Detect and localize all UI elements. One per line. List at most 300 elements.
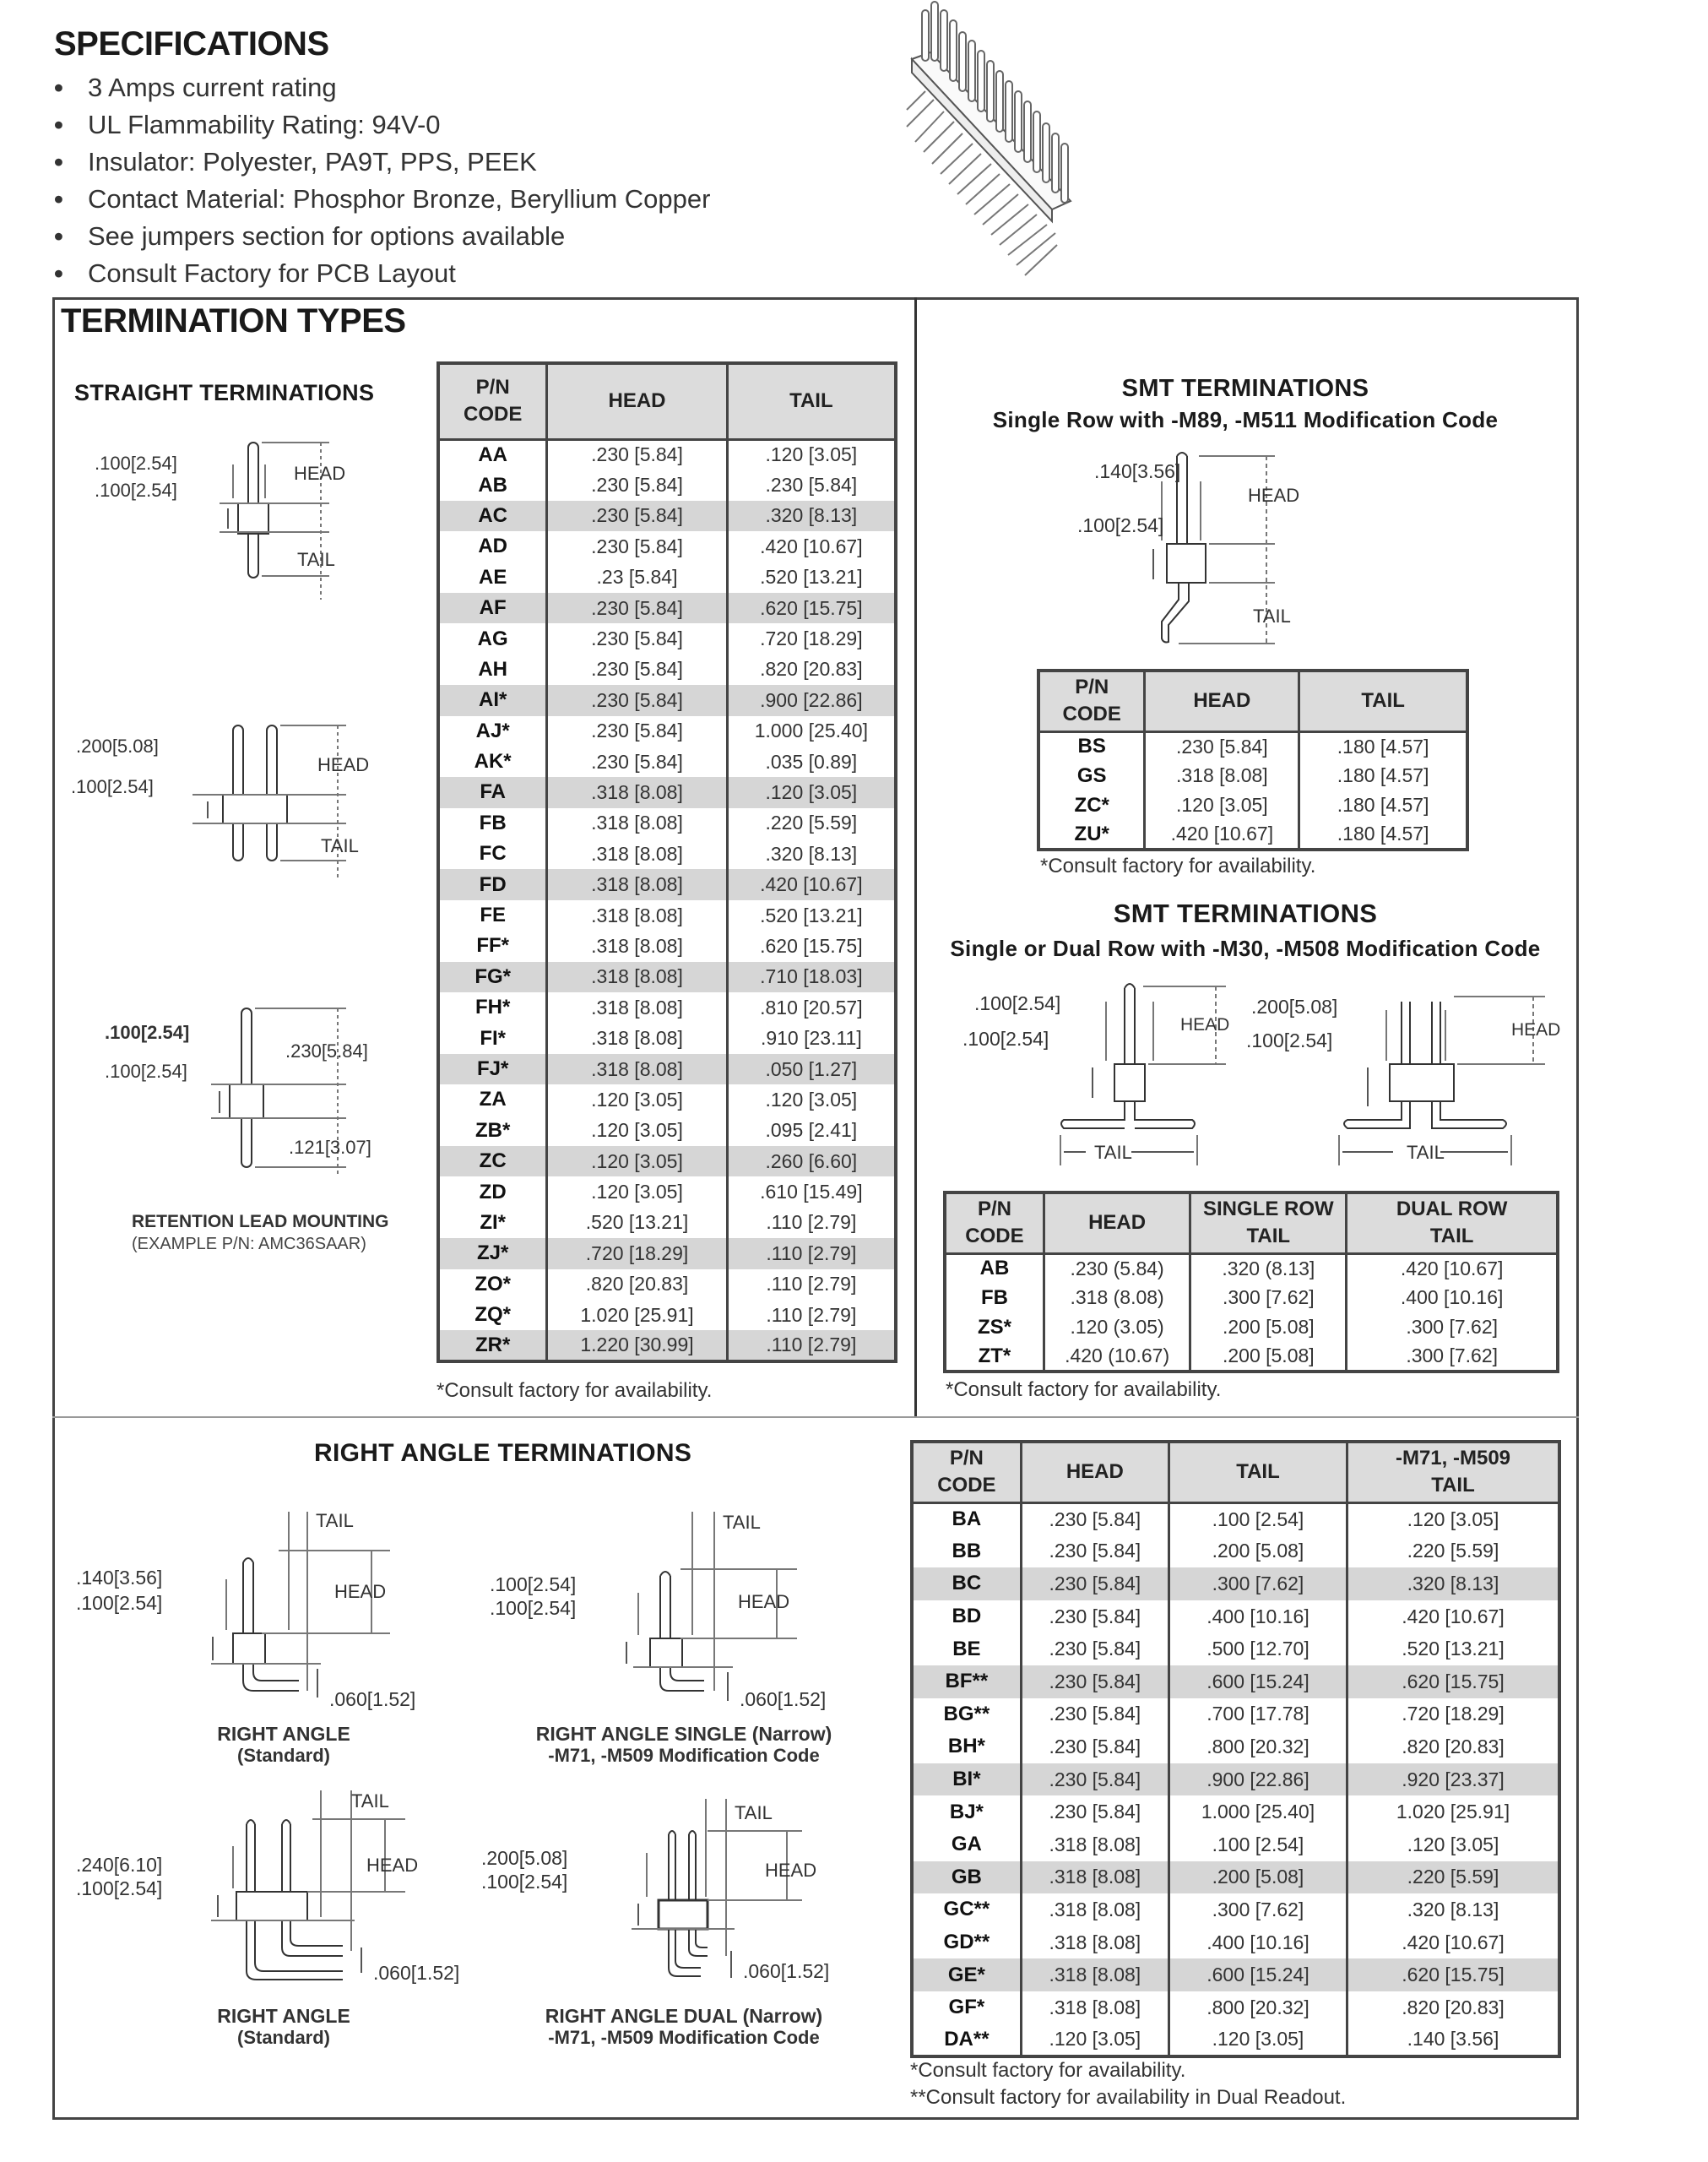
dim-pitch-label: .200[5.08]	[1251, 996, 1338, 1018]
section-divider-horizontal	[52, 1416, 1579, 1418]
straight-terminations-title: STRAIGHT TERMINATIONS	[74, 380, 375, 405]
head-cell: .318 [8.08]	[1021, 1861, 1168, 1894]
pn-code-cell: GE*	[912, 1958, 1021, 1991]
head-cell: .318 (8.08)	[1044, 1283, 1190, 1312]
dim-insulator-label: .100[2.54]	[71, 776, 154, 797]
pn-code-cell: FI*	[438, 1023, 547, 1053]
pn-code-cell: BG**	[912, 1698, 1021, 1731]
table-row	[438, 1176, 896, 1207]
head-cell: .120 (3.05)	[1044, 1312, 1190, 1342]
pn-code-cell: ZC	[438, 1146, 547, 1176]
head-cell: 1.020 [25.91]	[547, 1300, 727, 1330]
spec-item-text: UL Flammability Rating: 94V-0	[88, 110, 441, 139]
right-angle-single-narrow-caption: RIGHT ANGLE SINGLE (Narrow)	[535, 1723, 832, 1745]
tail-label: TAIL	[1407, 1142, 1445, 1163]
head-cell: .230 [5.84]	[547, 655, 727, 685]
right-angle-dual-narrow-caption: RIGHT ANGLE DUAL (Narrow)	[545, 2005, 823, 2027]
table-row	[912, 1861, 1559, 1894]
table-row	[912, 1535, 1559, 1568]
table-row	[438, 777, 896, 807]
tail-cell: .035 [0.89]	[765, 750, 858, 773]
table-row	[438, 992, 896, 1023]
spec-item-text: Insulator: Polyester, PA9T, PPS, PEEK	[88, 147, 537, 177]
right-angle-title: RIGHT ANGLE TERMINATIONS	[314, 1439, 692, 1467]
pn-code-cell: GA	[912, 1828, 1021, 1861]
spec-item-text: Contact Material: Phosphor Bronze, Beryllium Copper	[88, 184, 711, 214]
tail-label: TAIL	[351, 1790, 389, 1812]
header-head: HEAD	[1021, 1442, 1168, 1502]
table-row	[945, 1342, 1558, 1372]
head-cell: .318 [8.08]	[547, 1054, 727, 1084]
pn-code-cell: BA	[912, 1502, 1021, 1535]
head-cell: .120 [3.05]	[547, 1146, 727, 1176]
table-row	[438, 1116, 896, 1146]
pn-code-cell: ZR*	[438, 1330, 547, 1361]
dual-tail-cell: .420 [10.67]	[1400, 1257, 1504, 1279]
right-angle-standard-dual-caption: RIGHT ANGLE	[217, 2005, 350, 2027]
head-cell: .318 [8.08]	[547, 931, 727, 961]
head-label: HEAD	[366, 1855, 419, 1876]
head-cell: .120 [3.05]	[1021, 2024, 1168, 2057]
pn-code-cell: ZT*	[945, 1342, 1044, 1372]
pn-code-cell: DA**	[912, 2024, 1021, 2057]
table-row	[1038, 790, 1467, 820]
table-row	[438, 1330, 896, 1361]
pn-code-cell: AE	[438, 562, 547, 593]
mod-tail-cell: .520 [13.21]	[1402, 1638, 1505, 1660]
tail-dimension-label: .121[3.07]	[289, 1137, 371, 1158]
spec-item	[54, 144, 710, 181]
tail-cell: .300 [7.62]	[1168, 1893, 1347, 1926]
tail-cell: .720 [18.29]	[760, 627, 863, 650]
header-tail: TAIL	[1168, 1442, 1347, 1502]
tail-label: TAIL	[735, 1802, 773, 1823]
tail-cell: .620 [15.75]	[727, 593, 896, 623]
head-cell: .230 [5.84]	[547, 439, 727, 470]
mod-tail-cell: .720 [18.29]	[1402, 1703, 1505, 1725]
header-pn-code: P/N CODE	[1038, 671, 1145, 731]
table-row	[912, 1893, 1559, 1926]
tail-cell: .900 [22.86]	[727, 685, 896, 715]
pn-code-cell: ZB*	[438, 1116, 547, 1146]
pn-code-cell: AB	[438, 470, 547, 500]
mod-tail-cell: .220 [5.59]	[1347, 1861, 1560, 1894]
head-label: HEAD	[1511, 1020, 1561, 1040]
head-label: HEAD	[1248, 485, 1300, 506]
retention-lead-example: (EXAMPLE P/N: AMC36SAAR)	[132, 1235, 366, 1253]
header-tail: TAIL	[1299, 671, 1467, 731]
head-cell: .230 [5.84]	[547, 685, 727, 715]
head-cell: .230 [5.84]	[1021, 1600, 1168, 1633]
pn-code-cell: GD**	[912, 1926, 1021, 1959]
table-row	[912, 1698, 1559, 1731]
table-row	[438, 623, 896, 654]
mod-tail-cell: .120 [3.05]	[1407, 1833, 1499, 1855]
table-row	[438, 839, 896, 869]
mod-tail-cell: .820 [20.83]	[1402, 1735, 1505, 1757]
dim-insulator-label: .100[2.54]	[105, 1061, 187, 1082]
tail-cell: .800 [20.32]	[1168, 1730, 1347, 1763]
tail-cell: .500 [12.70]	[1168, 1632, 1347, 1665]
table-row	[438, 900, 896, 931]
retention-lead-caption: RETENTION LEAD MOUNTING	[132, 1212, 389, 1231]
tail-label: TAIL	[1094, 1142, 1132, 1163]
head-cell: .230 [5.84]	[547, 747, 727, 777]
head-cell: .230 [5.84]	[1021, 1795, 1168, 1828]
mod-tail-cell: 1.020 [25.91]	[1396, 1801, 1510, 1823]
table-row	[438, 1269, 896, 1300]
tail-cell: .120 [3.05]	[765, 1088, 858, 1111]
dim-insulator-label: .100[2.54]	[1246, 1029, 1333, 1051]
dim-insulator-label: .100[2.54]	[1077, 514, 1164, 536]
right-angle-footnote-1: *Consult factory for availability.	[910, 2059, 1186, 2082]
pn-code-cell: AJ*	[438, 716, 547, 747]
head-cell: 1.220 [30.99]	[547, 1330, 727, 1361]
right-angle-footnote-2: **Consult factory for availability in Dual Readout.	[910, 2086, 1347, 2109]
table-row	[438, 562, 896, 593]
pn-code-cell: ZC*	[1038, 790, 1145, 820]
head-cell: .318 [8.08]	[547, 839, 727, 869]
head-cell: .520 [13.21]	[547, 1208, 727, 1238]
head-cell: .230 [5.84]	[1021, 1632, 1168, 1665]
tail-label: TAIL	[316, 1510, 354, 1531]
dual-tail-cell: .300 [7.62]	[1406, 1316, 1499, 1338]
table-row	[912, 1795, 1559, 1828]
pn-code-cell: AA	[438, 439, 547, 470]
table-row	[438, 501, 896, 531]
head-label: HEAD	[765, 1860, 817, 1881]
tail-cell: .710 [18.03]	[727, 962, 896, 992]
tail-cell: .120 [3.05]	[765, 443, 858, 466]
table-row	[438, 593, 896, 623]
head-cell: .230 [5.84]	[1021, 1567, 1168, 1600]
straight-single-pin-drawing	[84, 431, 422, 625]
tail-cell: .420 [10.67]	[727, 869, 896, 899]
dim-insulator-label: .100[2.54]	[95, 480, 177, 501]
pn-code-cell: AG	[438, 623, 547, 654]
head-label: HEAD	[738, 1591, 790, 1612]
dim-insulator-label: .100[2.54]	[76, 1592, 163, 1614]
table-row	[438, 1023, 896, 1053]
right-angle-dual-narrow-subcaption: -M71, -M509 Modification Code	[548, 2027, 820, 2048]
pn-code-cell: AI*	[438, 685, 547, 715]
pn-code-cell: ZS*	[945, 1312, 1044, 1342]
head-cell: .230 [5.84]	[547, 531, 727, 562]
head-cell: .230 [5.84]	[547, 501, 727, 531]
pn-code-cell: AK*	[438, 747, 547, 777]
table-row	[438, 716, 896, 747]
tail-cell: .180 [4.57]	[1337, 823, 1429, 845]
table-row	[438, 531, 896, 562]
pn-code-cell: AF	[438, 593, 547, 623]
spec-item	[54, 69, 710, 106]
tail-label: TAIL	[321, 835, 359, 856]
table-row	[438, 962, 896, 992]
smt-dual-row-drawing	[1233, 980, 1570, 1174]
head-cell: .230 [5.84]	[1145, 731, 1299, 761]
pn-code-cell: AC	[438, 501, 547, 531]
pn-code-cell: ZJ*	[438, 1238, 547, 1268]
head-cell: .230 [5.84]	[547, 716, 727, 747]
header-pn-code: P/N CODE	[945, 1192, 1044, 1253]
tail-cell: .180 [4.57]	[1337, 764, 1429, 786]
spec-item-text: Consult Factory for PCB Layout	[88, 258, 456, 288]
single-tail-cell: .300 [7.62]	[1190, 1283, 1347, 1312]
head-cell: .230 [5.84]	[547, 470, 727, 500]
bullet-icon: •	[54, 110, 63, 139]
table-row	[945, 1283, 1558, 1312]
bullet-icon: •	[54, 258, 63, 288]
table-row	[945, 1253, 1558, 1283]
dim-insulator-label: .100[2.54]	[490, 1597, 577, 1619]
table-row	[912, 1991, 1559, 2024]
tail-cell: .110 [2.79]	[766, 1211, 857, 1234]
tail-cell: .200 [5.08]	[1168, 1535, 1347, 1568]
table-row	[912, 1958, 1559, 1991]
specifications-title: SPECIFICATIONS	[54, 25, 329, 62]
offset-label: .060[1.52]	[743, 1960, 830, 1982]
table-row	[438, 1300, 896, 1330]
tail-cell: .420 [10.67]	[760, 535, 863, 557]
tail-cell: .200 [5.08]	[1168, 1861, 1347, 1894]
spec-item	[54, 218, 710, 255]
header-pn-code: P/N CODE	[438, 363, 547, 439]
pn-code-cell: ZO*	[438, 1269, 547, 1300]
table-row	[912, 1730, 1559, 1763]
pn-code-cell: BS	[1038, 731, 1145, 761]
head-cell: .230 [5.84]	[1021, 1502, 1168, 1535]
table-row	[912, 1632, 1559, 1665]
bullet-icon: •	[54, 184, 63, 214]
retention-lead-drawing	[93, 997, 431, 1174]
pn-code-cell: AH	[438, 655, 547, 685]
table-row	[438, 808, 896, 839]
head-cell: .420 (10.67)	[1044, 1342, 1190, 1372]
mod-tail-cell: .140 [3.56]	[1407, 2028, 1499, 2051]
mod-tail-cell: .620 [15.75]	[1347, 1958, 1560, 1991]
smt-single-subtitle: Single Row with -M89, -M511 Modification Code	[992, 407, 1499, 432]
dim-pitch-label: .100[2.54]	[105, 1022, 190, 1043]
header-head: HEAD	[1044, 1192, 1190, 1253]
spec-item	[54, 106, 710, 144]
smt-single-table-body	[1038, 731, 1467, 850]
tail-cell: 1.000 [25.40]	[1168, 1795, 1347, 1828]
tail-cell: .100 [2.54]	[1168, 1502, 1347, 1535]
head-label: HEAD	[334, 1581, 387, 1602]
head-cell: .318 [8.08]	[1021, 1926, 1168, 1959]
pn-code-cell: GC**	[912, 1893, 1021, 1926]
tail-cell: .120 [3.05]	[1168, 2024, 1347, 2057]
head-cell: .318 [8.08]	[1145, 761, 1299, 790]
tail-cell: .400 [10.16]	[1168, 1926, 1347, 1959]
right-angle-standard-dual-drawing	[68, 1782, 507, 1985]
tail-cell: .260 [6.60]	[727, 1146, 896, 1176]
head-label: HEAD	[294, 463, 346, 484]
table-row	[438, 931, 896, 961]
tail-cell: .100 [2.54]	[1168, 1828, 1347, 1861]
tail-cell: .180 [4.57]	[1337, 794, 1429, 816]
tail-cell: .600 [15.24]	[1168, 1665, 1347, 1698]
bullet-icon: •	[54, 221, 63, 251]
head-cell: .318 [8.08]	[547, 869, 727, 899]
termination-types-title: TERMINATION TYPES	[61, 302, 406, 340]
tail-cell: .230 [5.84]	[765, 474, 858, 497]
pn-code-cell: ZA	[438, 1084, 547, 1115]
spec-item-text: See jumpers section for options available	[88, 221, 566, 251]
head-label: HEAD	[1180, 1015, 1230, 1035]
tail-cell: .700 [17.78]	[1168, 1698, 1347, 1731]
dim-pitch-label: .140[3.56]	[1094, 460, 1181, 482]
table-row	[912, 1502, 1559, 1535]
head-cell: .820 [20.83]	[547, 1269, 727, 1300]
mod-tail-cell: .120 [3.05]	[1407, 1507, 1499, 1530]
tail-cell: .180 [4.57]	[1337, 735, 1429, 758]
tail-cell: 1.000 [25.40]	[754, 720, 868, 742]
table-row	[438, 470, 896, 500]
dim-pitch-label: .100[2.54]	[490, 1573, 577, 1595]
pin-header-illustration	[878, 0, 1233, 279]
mod-tail-cell: .620 [15.75]	[1347, 1665, 1560, 1698]
dim-insulator-label: .100[2.54]	[76, 1877, 163, 1899]
right-angle-standard-subcaption: (Standard)	[237, 1745, 330, 1766]
head-cell: .230 (5.84)	[1044, 1253, 1190, 1283]
header-tail: TAIL	[727, 363, 896, 439]
pn-code-cell: BC	[912, 1567, 1021, 1600]
head-cell: .230 [5.84]	[1021, 1698, 1168, 1731]
head-cell: .318 [8.08]	[1021, 1893, 1168, 1926]
pn-code-cell: FF*	[438, 931, 547, 961]
right-angle-standard-caption: RIGHT ANGLE	[217, 1723, 350, 1745]
header-single-row-tail: SINGLE ROW TAIL	[1190, 1192, 1347, 1253]
mod-tail-cell: .920 [23.37]	[1347, 1763, 1560, 1796]
pn-code-cell: FD	[438, 869, 547, 899]
right-angle-dual-narrow-drawing	[481, 1782, 912, 1985]
pn-code-cell: ZQ*	[438, 1300, 547, 1330]
pn-code-cell: BF**	[912, 1665, 1021, 1698]
table-row	[1038, 731, 1467, 761]
single-tail-cell: .320 (8.13]	[1190, 1253, 1347, 1283]
pn-code-cell: FH*	[438, 992, 547, 1023]
tail-cell: .620 [15.75]	[760, 934, 863, 957]
pn-code-cell: AB	[945, 1253, 1044, 1283]
bullet-icon: •	[54, 73, 63, 102]
table-row	[912, 1763, 1559, 1796]
smt-dual-footnote: *Consult factory for availability.	[946, 1378, 1222, 1401]
header-mod-tail: -M71, -M509 TAIL	[1347, 1442, 1560, 1502]
table-row	[438, 869, 896, 899]
dual-tail-cell: .400 [10.16]	[1400, 1286, 1504, 1308]
tail-cell: .810 [20.57]	[760, 996, 863, 1019]
smt-single-row-drawing	[937, 980, 1241, 1174]
header-head: HEAD	[547, 363, 727, 439]
smt-single-drawing	[1013, 448, 1351, 659]
tail-cell: .600 [15.24]	[1168, 1958, 1347, 1991]
dim-pitch-label: .140[3.56]	[76, 1567, 163, 1589]
head-cell: .318 [8.08]	[547, 962, 727, 992]
header-pn-code: P/N CODE	[912, 1442, 1021, 1502]
table-row	[438, 685, 896, 715]
tail-label: TAIL	[723, 1512, 761, 1533]
table-row	[912, 1567, 1559, 1600]
head-cell: .318 [8.08]	[547, 777, 727, 807]
head-cell: .120 [3.05]	[547, 1176, 727, 1207]
table-row	[912, 1828, 1559, 1861]
tail-cell: .110 [2.79]	[727, 1330, 896, 1361]
table-row	[912, 1926, 1559, 1959]
pn-code-cell: FA	[438, 777, 547, 807]
dim-pitch-label: .200[5.08]	[481, 1847, 568, 1869]
pn-code-cell: FG*	[438, 962, 547, 992]
table-row	[912, 1665, 1559, 1698]
smt-single-table	[1037, 669, 1469, 851]
dim-pitch-label: .100[2.54]	[95, 453, 177, 474]
head-cell: .318 [8.08]	[1021, 1828, 1168, 1861]
straight-footnote: *Consult factory for availability.	[436, 1379, 713, 1402]
table-row	[438, 439, 896, 470]
tail-cell: .820 [20.83]	[760, 658, 863, 681]
pn-code-cell: ZI*	[438, 1208, 547, 1238]
offset-label: .060[1.52]	[329, 1688, 416, 1710]
right-angle-single-narrow-subcaption: -M71, -M509 Modification Code	[548, 1745, 820, 1766]
smt-dual-title: SMT TERMINATIONS	[1113, 899, 1378, 928]
pn-code-cell: GB	[912, 1861, 1021, 1894]
head-cell: .318 [8.08]	[547, 992, 727, 1023]
right-angle-standard-dual-subcaption: (Standard)	[237, 2027, 330, 2048]
head-cell: .120 [3.05]	[1145, 790, 1299, 820]
straight-table-body	[438, 439, 896, 1361]
mod-tail-cell: .320 [8.13]	[1347, 1567, 1560, 1600]
head-cell: .120 [3.05]	[547, 1084, 727, 1115]
head-cell: .720 [18.29]	[547, 1238, 727, 1268]
table-row	[438, 1084, 896, 1115]
straight-dual-pin-drawing	[68, 714, 422, 883]
right-angle-table-body	[912, 1502, 1559, 2056]
head-cell: .230 [5.84]	[547, 593, 727, 623]
head-cell: .318 [8.08]	[547, 900, 727, 931]
head-cell: .230 [5.84]	[1021, 1730, 1168, 1763]
head-cell: .318 [8.08]	[1021, 1958, 1168, 1991]
table-row	[438, 655, 896, 685]
tail-cell: .110 [2.79]	[727, 1238, 896, 1268]
pn-code-cell: FC	[438, 839, 547, 869]
smt-dual-table	[943, 1191, 1559, 1373]
head-cell: .318 [8.08]	[547, 808, 727, 839]
table-row	[438, 747, 896, 777]
pn-code-cell: BD	[912, 1600, 1021, 1633]
table-row	[912, 2024, 1559, 2057]
tail-cell: .320 [8.13]	[727, 501, 896, 531]
pn-code-cell: FB	[945, 1283, 1044, 1312]
table-row	[438, 1238, 896, 1268]
tail-cell: .095 [2.41]	[765, 1119, 858, 1142]
offset-label: .060[1.52]	[740, 1688, 827, 1710]
pn-code-cell: BJ*	[912, 1795, 1021, 1828]
table-row	[438, 1208, 896, 1238]
pn-code-cell: ZD	[438, 1176, 547, 1207]
tail-cell: .120 [3.05]	[727, 777, 896, 807]
tail-cell: .050 [1.27]	[727, 1054, 896, 1084]
pn-code-cell: GF*	[912, 1991, 1021, 2024]
dim-insulator-label: .100[2.54]	[962, 1028, 1049, 1050]
pn-code-cell: FE	[438, 900, 547, 931]
head-dimension-label: .230[5.84]	[285, 1040, 368, 1062]
header-head: HEAD	[1145, 671, 1299, 731]
single-tail-cell: .200 [5.08]	[1190, 1342, 1347, 1372]
dim-pitch-label: .100[2.54]	[974, 992, 1061, 1014]
offset-label: .060[1.52]	[373, 1962, 460, 1984]
mod-tail-cell: .420 [10.67]	[1402, 1931, 1505, 1953]
tail-cell: .910 [23.11]	[760, 1027, 862, 1050]
